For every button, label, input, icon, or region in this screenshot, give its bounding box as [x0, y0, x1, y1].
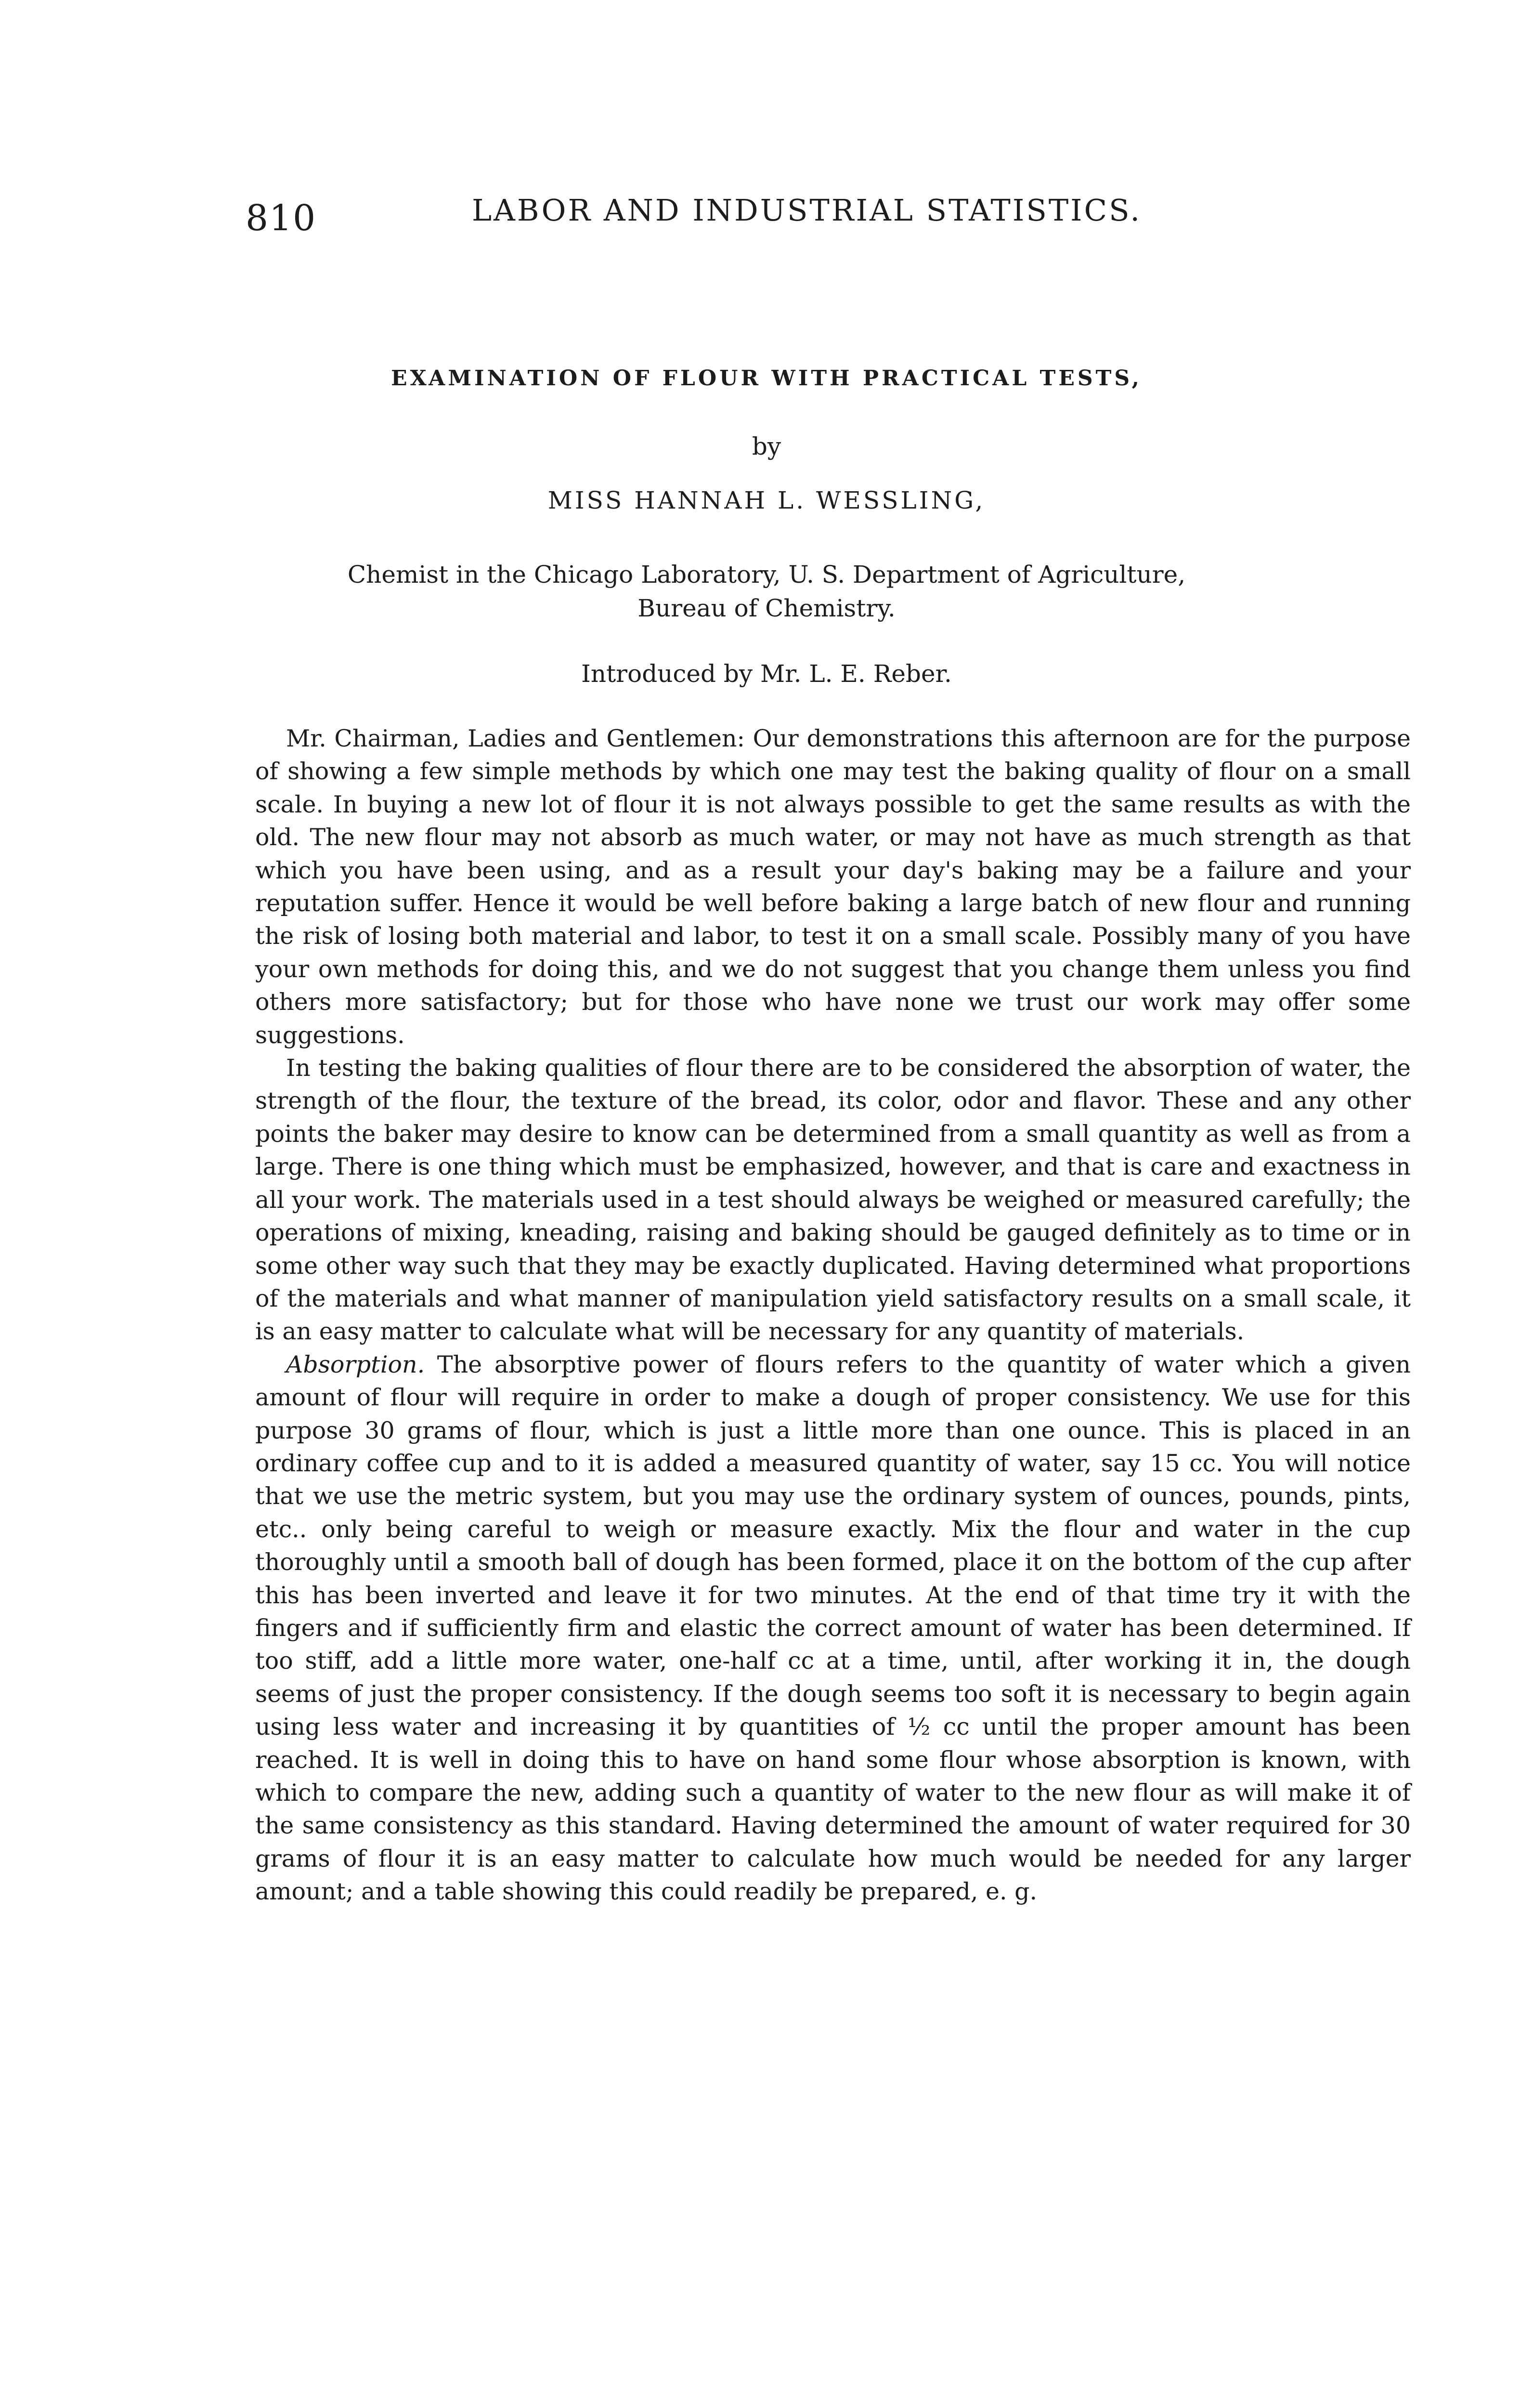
section-heading: Absorption. [286, 1350, 425, 1378]
page-number: 810 [246, 197, 317, 239]
running-header [246, 193, 1411, 239]
body-paragraph: Mr. Chairman, Ladies and Gentlemen: Our demonstrations this afternoon are for the purpose of showing a few simple methods by which one may test the baking quality of flour on a small scale. In buying a new lot of flour it is not always possible to get the same results as with the old. The new flour may not absorb as much water, or may not have as much strength as that which you have been using, and as a result your day's baking may be a failure and your reputation suffer. Hence it would be well before baking a large batch of new flour and running the risk of losing both material and labor, to test it on a small scale. Possibly many of you have your own methods for doing this, and we do not suggest that you change them unless you find others more satisfactory; but for those who have none we trust our work may offer some suggestions. [255, 725, 1411, 1049]
author-affiliation [0, 558, 1533, 625]
article-body [255, 722, 1411, 1909]
paragraph-text: The absorptive power of flours refers to the quantity of water which a given amount of flour will require in order to make a dough of proper consistency. We use for this purpose 30 grams of flour, which is just a little more than one ounce. This is placed in an ordinary coffee cup and to it is added a measured quantity of water, say 15 cc. You will notice that we use the metric system, but you may use the ordinary system of ounces, pounds, pints, etc.. only being careful to weigh or measure exactly. Mix the flour and water in the cup thoroughly until a smooth ball of dough has been formed, place it on the bottom of the cup after this has been inverted and leave it for two minutes. At the end of that time try it with the fingers and if sufficiently firm and elastic the correct amount of water has been determined. If too stiff, add a little more water, one-half cc at a time, until, after working it in, the dough seems of just the proper consistency. If the dough seems too soft it is necessary to begin again using less water and increasing it by quantities of ½ cc until the proper amount has been reached. It is well in doing this to have on hand some flour whose absorption is known, with which to compare the new, adding such a quantity of water to the new flour as will make it of the same consistency as this standard. Having determined the amount of water required for 30 grams of flour it is an easy matter to calculate how much would be needed for any larger amount; and a table showing this could readily be prepared, e. g. [255, 1350, 1411, 1906]
article-title: EXAMINATION OF FLOUR WITH PRACTICAL TESTS, [391, 366, 1142, 391]
author-name: MISS HANNAH L. WESSLING, [547, 486, 986, 514]
byline: by [752, 432, 781, 460]
running-title: LABOR AND INDUSTRIAL STATISTICS. [472, 193, 1142, 228]
affiliation-line: Chemist in the Chicago Laboratory, U. S. Department of Agriculture, [347, 561, 1186, 589]
body-paragraph [255, 1348, 1411, 1909]
introduced-by: Introduced by Mr. L. E. Reber. [581, 660, 952, 688]
body-paragraph: In testing the baking qualities of flour there are to be considered the absorption of water, the strength of the flour, the texture of the bread, its color, odor and flavor. These and any other points the baker may desire to know can be determined from a small quantity as well as from a large. There is one thing which must be emphasized, however, and that is care and exactness in all your work. The materials used in a test should always be weighed or measured carefully; the operations of mixing, kneading, raising and baking should be gauged definitely as to time or in some other way such that they may be exactly duplicated. Having determined what proportions of the materials and what manner of manipulation yield satisfactory results on a small scale, it is an easy matter to calculate what will be necessary for any quantity of materials. [255, 1054, 1411, 1346]
affiliation-line: Bureau of Chemistry. [637, 594, 896, 622]
